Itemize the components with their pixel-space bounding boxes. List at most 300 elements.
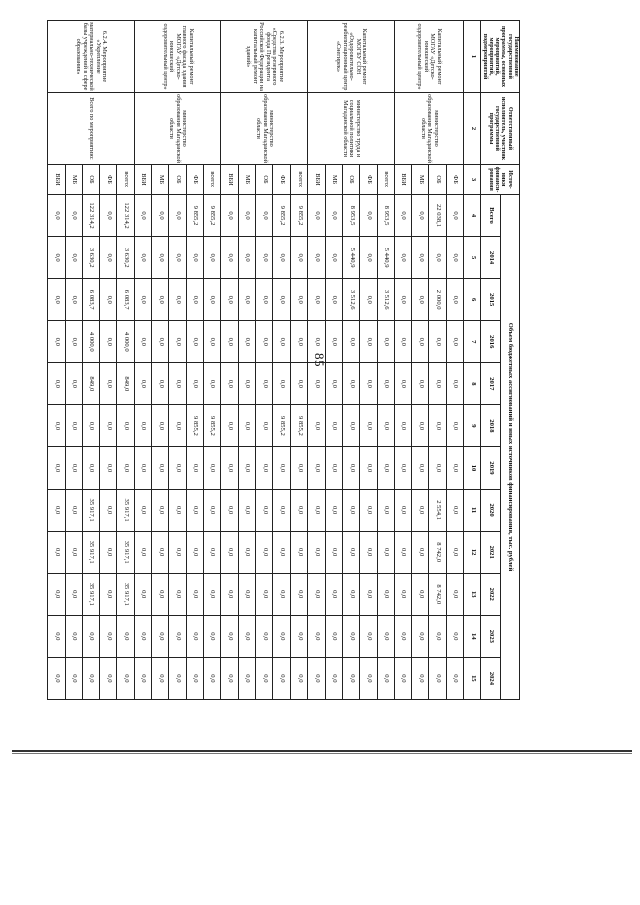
amount-cell: 0,0 bbox=[221, 657, 238, 699]
amount-cell: 0,0 bbox=[360, 237, 377, 279]
amount-cell: 0,0 bbox=[117, 405, 134, 447]
amount-cell: 0,0 bbox=[394, 531, 411, 573]
amount-cell: 0,0 bbox=[100, 363, 117, 405]
funding-source: ВБИ bbox=[221, 165, 238, 195]
amount-cell: 0,0 bbox=[256, 195, 273, 237]
amount-cell: 0,0 bbox=[152, 195, 169, 237]
amount-cell: 0,0 bbox=[308, 363, 325, 405]
funding-source: всего: bbox=[377, 165, 394, 195]
amount-cell: 0,0 bbox=[238, 405, 255, 447]
amount-cell: 0,0 bbox=[429, 363, 446, 405]
amount-cell: 0,0 bbox=[152, 363, 169, 405]
amount-cell: 0,0 bbox=[65, 657, 82, 699]
amount-cell: 0,0 bbox=[238, 237, 255, 279]
scan-edge-line bbox=[12, 750, 632, 752]
amount-cell: 0,0 bbox=[290, 573, 307, 615]
amount-cell: 0,0 bbox=[290, 363, 307, 405]
amount-cell: 0,0 bbox=[221, 363, 238, 405]
responsible-executor: министерство образования Магаданской области bbox=[394, 93, 463, 165]
measure-name: Капитальный ремонт МОГБУ СОН «Оздоровительно-реабилитационный центр «Снегирек» bbox=[308, 21, 394, 93]
amount-cell: 0,0 bbox=[325, 363, 342, 405]
column-index: 11 bbox=[463, 489, 480, 531]
funding-source: ОБ bbox=[256, 165, 273, 195]
amount-cell: 0,0 bbox=[290, 279, 307, 321]
amount-cell: 0,0 bbox=[342, 363, 359, 405]
amount-cell: 5 440,9 bbox=[377, 237, 394, 279]
amount-cell: 35 917,1 bbox=[117, 573, 134, 615]
amount-cell: 0,0 bbox=[256, 615, 273, 657]
amount-cell: 0,0 bbox=[325, 489, 342, 531]
amount-cell: 0,0 bbox=[117, 615, 134, 657]
amount-cell: 0,0 bbox=[360, 447, 377, 489]
amount-cell: 0,0 bbox=[134, 531, 151, 573]
column-index: 13 bbox=[463, 573, 480, 615]
amount-cell: 0,0 bbox=[100, 657, 117, 699]
column-index: 5 bbox=[463, 237, 480, 279]
amount-cell: 0,0 bbox=[325, 405, 342, 447]
amount-cell: 0,0 bbox=[377, 573, 394, 615]
amount-cell: 35 917,1 bbox=[82, 531, 99, 573]
amount-cell: 0,0 bbox=[117, 657, 134, 699]
amount-cell: 0,0 bbox=[48, 657, 66, 699]
amount-cell: 0,0 bbox=[256, 573, 273, 615]
amount-cell: 0,0 bbox=[256, 321, 273, 363]
responsible-executor: Всего по мероприятию: bbox=[48, 93, 135, 165]
amount-cell: 8 742,0 bbox=[429, 531, 446, 573]
amount-cell: 9 855,2 bbox=[186, 405, 203, 447]
year-header: 2022 bbox=[481, 573, 500, 615]
funding-source: всего: bbox=[290, 165, 307, 195]
table-row bbox=[446, 21, 463, 700]
amount-cell: 0,0 bbox=[100, 531, 117, 573]
column-index: 8 bbox=[463, 363, 480, 405]
funding-source: всего: bbox=[203, 165, 220, 195]
amount-cell: 0,0 bbox=[48, 405, 66, 447]
amount-cell: 0,0 bbox=[360, 615, 377, 657]
year-header: 2018 bbox=[481, 405, 500, 447]
amount-cell: 4 000,0 bbox=[82, 321, 99, 363]
amount-cell: 9 855,2 bbox=[203, 405, 220, 447]
amount-cell: 0,0 bbox=[221, 405, 238, 447]
amount-cell: 0,0 bbox=[446, 195, 463, 237]
amount-cell: 0,0 bbox=[308, 615, 325, 657]
amount-cell: 0,0 bbox=[325, 657, 342, 699]
amount-cell: 0,0 bbox=[446, 531, 463, 573]
funding-source: ОБ bbox=[169, 165, 186, 195]
amount-cell: 0,0 bbox=[100, 279, 117, 321]
amount-cell: 0,0 bbox=[100, 237, 117, 279]
amount-cell: 0,0 bbox=[169, 195, 186, 237]
amount-cell: 0,0 bbox=[203, 489, 220, 531]
column-index: 6 bbox=[463, 279, 480, 321]
amount-cell: 0,0 bbox=[308, 405, 325, 447]
amount-cell: 0,0 bbox=[290, 489, 307, 531]
amount-cell: 0,0 bbox=[134, 321, 151, 363]
amount-cell: 0,0 bbox=[446, 489, 463, 531]
amount-cell: 0,0 bbox=[203, 447, 220, 489]
amount-cell: 0,0 bbox=[342, 531, 359, 573]
budget-table bbox=[47, 20, 520, 700]
amount-cell: 9 855,2 bbox=[290, 195, 307, 237]
amount-cell: 35 917,1 bbox=[117, 531, 134, 573]
amount-cell: 0,0 bbox=[325, 321, 342, 363]
amount-cell: 0,0 bbox=[377, 615, 394, 657]
amount-cell: 0,0 bbox=[186, 321, 203, 363]
amount-cell: 0,0 bbox=[394, 573, 411, 615]
amount-cell: 0,0 bbox=[48, 321, 66, 363]
amount-cell: 0,0 bbox=[152, 573, 169, 615]
funding-source: ВБИ bbox=[48, 165, 66, 195]
amount-cell: 0,0 bbox=[273, 363, 290, 405]
funding-source: ФБ bbox=[446, 165, 463, 195]
amount-cell: 0,0 bbox=[429, 447, 446, 489]
amount-cell: 0,0 bbox=[203, 657, 220, 699]
amount-cell: 0,0 bbox=[186, 657, 203, 699]
amount-cell: 0,0 bbox=[238, 489, 255, 531]
amount-cell: 0,0 bbox=[65, 489, 82, 531]
amount-cell: 0,0 bbox=[134, 195, 151, 237]
amount-cell: 0,0 bbox=[152, 321, 169, 363]
amount-cell: 0,0 bbox=[152, 531, 169, 573]
funding-source: ОБ bbox=[82, 165, 99, 195]
column-index: 2 bbox=[463, 93, 480, 165]
amount-cell: 0,0 bbox=[446, 447, 463, 489]
amount-cell: 9 855,2 bbox=[186, 195, 203, 237]
amount-cell: 0,0 bbox=[446, 573, 463, 615]
amount-cell: 0,0 bbox=[203, 279, 220, 321]
amount-cell: 0,0 bbox=[221, 573, 238, 615]
amount-cell: 0,0 bbox=[342, 615, 359, 657]
amount-cell: 0,0 bbox=[48, 615, 66, 657]
amount-cell: 0,0 bbox=[238, 195, 255, 237]
year-header: 2014 bbox=[481, 237, 500, 279]
amount-cell: 35 917,1 bbox=[82, 573, 99, 615]
amount-cell: 0,0 bbox=[412, 195, 429, 237]
amount-cell: 0,0 bbox=[65, 447, 82, 489]
funding-source: МБ bbox=[238, 165, 255, 195]
amount-cell: 0,0 bbox=[134, 279, 151, 321]
responsible-executor: министерство образования Магаданской области bbox=[134, 93, 220, 165]
amount-cell: 0,0 bbox=[65, 405, 82, 447]
amount-cell: 0,0 bbox=[273, 657, 290, 699]
amount-cell: 0,0 bbox=[446, 657, 463, 699]
amount-cell: 0,0 bbox=[360, 279, 377, 321]
amount-cell: 0,0 bbox=[342, 321, 359, 363]
amount-cell: 0,0 bbox=[394, 237, 411, 279]
amount-cell: 0,0 bbox=[100, 615, 117, 657]
amount-cell: 0,0 bbox=[65, 531, 82, 573]
amount-cell: 0,0 bbox=[273, 237, 290, 279]
amount-cell: 0,0 bbox=[100, 195, 117, 237]
amount-cell: 0,0 bbox=[169, 615, 186, 657]
amount-cell: 0,0 bbox=[429, 405, 446, 447]
amount-cell: 0,0 bbox=[169, 657, 186, 699]
amount-cell: 2 000,0 bbox=[429, 279, 446, 321]
amount-cell: 35 917,1 bbox=[117, 489, 134, 531]
amount-cell: 0,0 bbox=[308, 573, 325, 615]
rotated-table-wrapper bbox=[53, 20, 520, 700]
amount-cell: 0,0 bbox=[152, 615, 169, 657]
amount-cell: 0,0 bbox=[412, 531, 429, 573]
amount-cell: 849,0 bbox=[117, 363, 134, 405]
amount-cell: 0,0 bbox=[273, 615, 290, 657]
amount-cell: 3 512,6 bbox=[342, 279, 359, 321]
amount-cell: 0,0 bbox=[308, 531, 325, 573]
amount-cell: 0,0 bbox=[221, 489, 238, 531]
amount-cell: 0,0 bbox=[65, 615, 82, 657]
column-index: 9 bbox=[463, 405, 480, 447]
column-index-row bbox=[463, 21, 480, 700]
amount-cell: 0,0 bbox=[360, 573, 377, 615]
amount-cell: 0,0 bbox=[48, 279, 66, 321]
measure-name: 6.2.3. Мероприятие «Средства резервного фонда Президента Российской Федерации на капитальный ремонт зданий» bbox=[221, 21, 308, 93]
amount-cell: 0,0 bbox=[48, 237, 66, 279]
amount-cell: 22 038,1 bbox=[429, 195, 446, 237]
funding-source: ФБ bbox=[273, 165, 290, 195]
amount-cell: 0,0 bbox=[342, 573, 359, 615]
amount-cell: 0,0 bbox=[65, 237, 82, 279]
amount-cell: 3 630,2 bbox=[117, 237, 134, 279]
amount-cell: 0,0 bbox=[221, 279, 238, 321]
year-header: 2017 bbox=[481, 363, 500, 405]
amount-cell: 0,0 bbox=[134, 447, 151, 489]
amount-cell: 0,0 bbox=[325, 237, 342, 279]
amount-cell: 0,0 bbox=[308, 279, 325, 321]
amount-cell: 0,0 bbox=[82, 405, 99, 447]
year-header: 2023 bbox=[481, 615, 500, 657]
amount-cell: 0,0 bbox=[412, 237, 429, 279]
amount-cell: 0,0 bbox=[360, 363, 377, 405]
amount-cell: 0,0 bbox=[412, 615, 429, 657]
amount-cell: 0,0 bbox=[360, 321, 377, 363]
amount-cell: 0,0 bbox=[238, 657, 255, 699]
funding-source: ОБ bbox=[429, 165, 446, 195]
amount-cell: 0,0 bbox=[290, 531, 307, 573]
amount-cell: 0,0 bbox=[100, 321, 117, 363]
amount-cell: 0,0 bbox=[446, 363, 463, 405]
amount-cell: 0,0 bbox=[203, 573, 220, 615]
amount-cell: 0,0 bbox=[325, 195, 342, 237]
measure-name: 6.2.4. Мероприятие «Укрепление материально-технической базы учреждений в сфере образования» bbox=[48, 21, 135, 93]
funding-source: МБ bbox=[152, 165, 169, 195]
funding-source: ВБИ bbox=[134, 165, 151, 195]
amount-cell: 0,0 bbox=[290, 657, 307, 699]
amount-cell: 3 630,2 bbox=[82, 237, 99, 279]
amount-cell: 122 314,2 bbox=[117, 195, 134, 237]
table-row bbox=[117, 21, 134, 700]
amount-cell: 0,0 bbox=[82, 657, 99, 699]
amount-cell: 0,0 bbox=[238, 279, 255, 321]
amount-cell: 0,0 bbox=[134, 657, 151, 699]
year-header: 2024 bbox=[481, 657, 500, 699]
header-exec: Ответственный исполнитель, участник государственной программы bbox=[481, 93, 520, 165]
amount-cell: 0,0 bbox=[48, 531, 66, 573]
amount-cell: 0,0 bbox=[412, 573, 429, 615]
amount-cell: 0,0 bbox=[308, 237, 325, 279]
amount-cell: 0,0 bbox=[186, 237, 203, 279]
amount-cell: 0,0 bbox=[429, 657, 446, 699]
amount-cell: 0,0 bbox=[65, 321, 82, 363]
amount-cell: 0,0 bbox=[238, 321, 255, 363]
amount-cell: 9 855,2 bbox=[273, 195, 290, 237]
amount-cell: 0,0 bbox=[273, 489, 290, 531]
amount-cell: 0,0 bbox=[325, 279, 342, 321]
amount-cell: 0,0 bbox=[134, 615, 151, 657]
measure-name: Капитальный ремонт МОГАУ «Детско-юношеский оздоровительный центр» bbox=[394, 21, 463, 93]
amount-cell: 0,0 bbox=[65, 573, 82, 615]
amount-cell: 0,0 bbox=[100, 405, 117, 447]
amount-cell: 0,0 bbox=[186, 531, 203, 573]
amount-cell: 0,0 bbox=[186, 363, 203, 405]
column-index: 15 bbox=[463, 657, 480, 699]
amount-cell: 0,0 bbox=[186, 615, 203, 657]
amount-cell: 122 314,2 bbox=[82, 195, 99, 237]
amount-cell: 0,0 bbox=[65, 195, 82, 237]
year-header: 2020 bbox=[481, 489, 500, 531]
amount-cell: 0,0 bbox=[325, 615, 342, 657]
amount-cell: 0,0 bbox=[169, 531, 186, 573]
amount-cell: 0,0 bbox=[342, 447, 359, 489]
amount-cell: 0,0 bbox=[48, 195, 66, 237]
amount-cell: 8 742,0 bbox=[429, 573, 446, 615]
amount-cell: 0,0 bbox=[238, 615, 255, 657]
amount-cell: 0,0 bbox=[273, 531, 290, 573]
amount-cell: 0,0 bbox=[273, 447, 290, 489]
amount-cell: 0,0 bbox=[256, 531, 273, 573]
amount-cell: 0,0 bbox=[429, 321, 446, 363]
amount-cell: 0,0 bbox=[429, 237, 446, 279]
table-row bbox=[203, 21, 220, 700]
amount-cell: 0,0 bbox=[325, 573, 342, 615]
amount-cell: 0,0 bbox=[342, 657, 359, 699]
amount-cell: 0,0 bbox=[394, 363, 411, 405]
amount-cell: 0,0 bbox=[342, 405, 359, 447]
amount-cell: 0,0 bbox=[169, 573, 186, 615]
amount-cell: 0,0 bbox=[134, 489, 151, 531]
column-index: 4 bbox=[463, 195, 480, 237]
amount-cell: 0,0 bbox=[377, 657, 394, 699]
amount-cell: 5 440,9 bbox=[342, 237, 359, 279]
funding-source: всего: bbox=[117, 165, 134, 195]
amount-cell: 0,0 bbox=[412, 657, 429, 699]
amount-cell: 3 512,6 bbox=[377, 279, 394, 321]
amount-cell: 0,0 bbox=[446, 279, 463, 321]
year-header: 2016 bbox=[481, 321, 500, 363]
amount-cell: 9 855,2 bbox=[273, 405, 290, 447]
amount-cell: 0,0 bbox=[377, 489, 394, 531]
amount-cell: 0,0 bbox=[308, 489, 325, 531]
amount-cell: 0,0 bbox=[169, 279, 186, 321]
amount-cell: 0,0 bbox=[394, 321, 411, 363]
amount-cell: 0,0 bbox=[203, 363, 220, 405]
amount-cell: 0,0 bbox=[394, 657, 411, 699]
amount-cell: 0,0 bbox=[238, 363, 255, 405]
amount-cell: 0,0 bbox=[82, 447, 99, 489]
amount-cell: 0,0 bbox=[308, 321, 325, 363]
amount-cell: 0,0 bbox=[117, 447, 134, 489]
amount-cell: 0,0 bbox=[48, 573, 66, 615]
amount-cell: 0,0 bbox=[273, 279, 290, 321]
amount-cell: 0,0 bbox=[290, 237, 307, 279]
column-index: 12 bbox=[463, 531, 480, 573]
amount-cell: 0,0 bbox=[412, 363, 429, 405]
amount-cell: 0,0 bbox=[412, 489, 429, 531]
amount-cell: 0,0 bbox=[446, 237, 463, 279]
amount-cell: 0,0 bbox=[394, 279, 411, 321]
amount-cell: 0,0 bbox=[412, 405, 429, 447]
scan-edge-line-thin bbox=[12, 753, 632, 754]
amount-cell: 0,0 bbox=[412, 447, 429, 489]
amount-cell: 0,0 bbox=[273, 321, 290, 363]
amount-cell: 0,0 bbox=[360, 657, 377, 699]
amount-cell: 0,0 bbox=[221, 615, 238, 657]
amount-cell: 0,0 bbox=[203, 321, 220, 363]
amount-cell: 0,0 bbox=[186, 279, 203, 321]
amount-cell: 0,0 bbox=[48, 489, 66, 531]
amount-cell: 0,0 bbox=[308, 447, 325, 489]
amount-cell: 0,0 bbox=[100, 447, 117, 489]
column-index: 10 bbox=[463, 447, 480, 489]
amount-cell: 0,0 bbox=[152, 657, 169, 699]
page-number: 85 bbox=[312, 353, 327, 367]
amount-cell: 0,0 bbox=[412, 321, 429, 363]
funding-source: ОБ bbox=[342, 165, 359, 195]
amount-cell: 0,0 bbox=[308, 657, 325, 699]
funding-source: ФБ bbox=[360, 165, 377, 195]
amount-cell: 0,0 bbox=[169, 489, 186, 531]
amount-cell: 0,0 bbox=[394, 195, 411, 237]
funding-source: ФБ bbox=[100, 165, 117, 195]
measure-name: Капитальный ремонт главного фасада здания МОГАУ «Детско-юношеский оздоровительный центр» bbox=[134, 21, 220, 93]
amount-cell: 0,0 bbox=[412, 279, 429, 321]
amount-cell: 849,0 bbox=[82, 363, 99, 405]
amount-cell: 0,0 bbox=[446, 615, 463, 657]
header-funding: Объем бюджетных ассигнований и иных источников финансирования, тыс. рублей bbox=[500, 195, 519, 700]
amount-cell: 0,0 bbox=[394, 489, 411, 531]
amount-cell: 0,0 bbox=[256, 657, 273, 699]
table-body bbox=[48, 21, 481, 700]
amount-cell: 0,0 bbox=[394, 405, 411, 447]
header-src: Источ-ники финанси-рования bbox=[481, 165, 520, 195]
amount-cell: 0,0 bbox=[446, 405, 463, 447]
amount-cell: 0,0 bbox=[377, 447, 394, 489]
amount-cell: 0,0 bbox=[221, 447, 238, 489]
amount-cell: 0,0 bbox=[256, 489, 273, 531]
year-header: 2019 bbox=[481, 447, 500, 489]
amount-cell: 0,0 bbox=[394, 615, 411, 657]
amount-cell: 0,0 bbox=[100, 573, 117, 615]
amount-cell: 0,0 bbox=[377, 363, 394, 405]
amount-cell: 0,0 bbox=[256, 363, 273, 405]
amount-cell: 0,0 bbox=[65, 279, 82, 321]
amount-cell: 0,0 bbox=[360, 489, 377, 531]
amount-cell: 0,0 bbox=[134, 573, 151, 615]
funding-source: ВБИ bbox=[394, 165, 411, 195]
amount-cell: 0,0 bbox=[377, 531, 394, 573]
responsible-executor: министерство труда и социальной политики Магаданской области bbox=[308, 93, 394, 165]
amount-cell: 0,0 bbox=[152, 237, 169, 279]
amount-cell: 0,0 bbox=[100, 489, 117, 531]
amount-cell: 0,0 bbox=[377, 405, 394, 447]
column-index: 1 bbox=[463, 21, 480, 93]
amount-cell: 0,0 bbox=[169, 447, 186, 489]
amount-cell: 6 083,7 bbox=[117, 279, 134, 321]
amount-cell: 0,0 bbox=[256, 447, 273, 489]
amount-cell: 35 917,1 bbox=[82, 489, 99, 531]
amount-cell: 0,0 bbox=[152, 489, 169, 531]
column-index: 3 bbox=[463, 165, 480, 195]
year-header: Всего bbox=[481, 195, 500, 237]
